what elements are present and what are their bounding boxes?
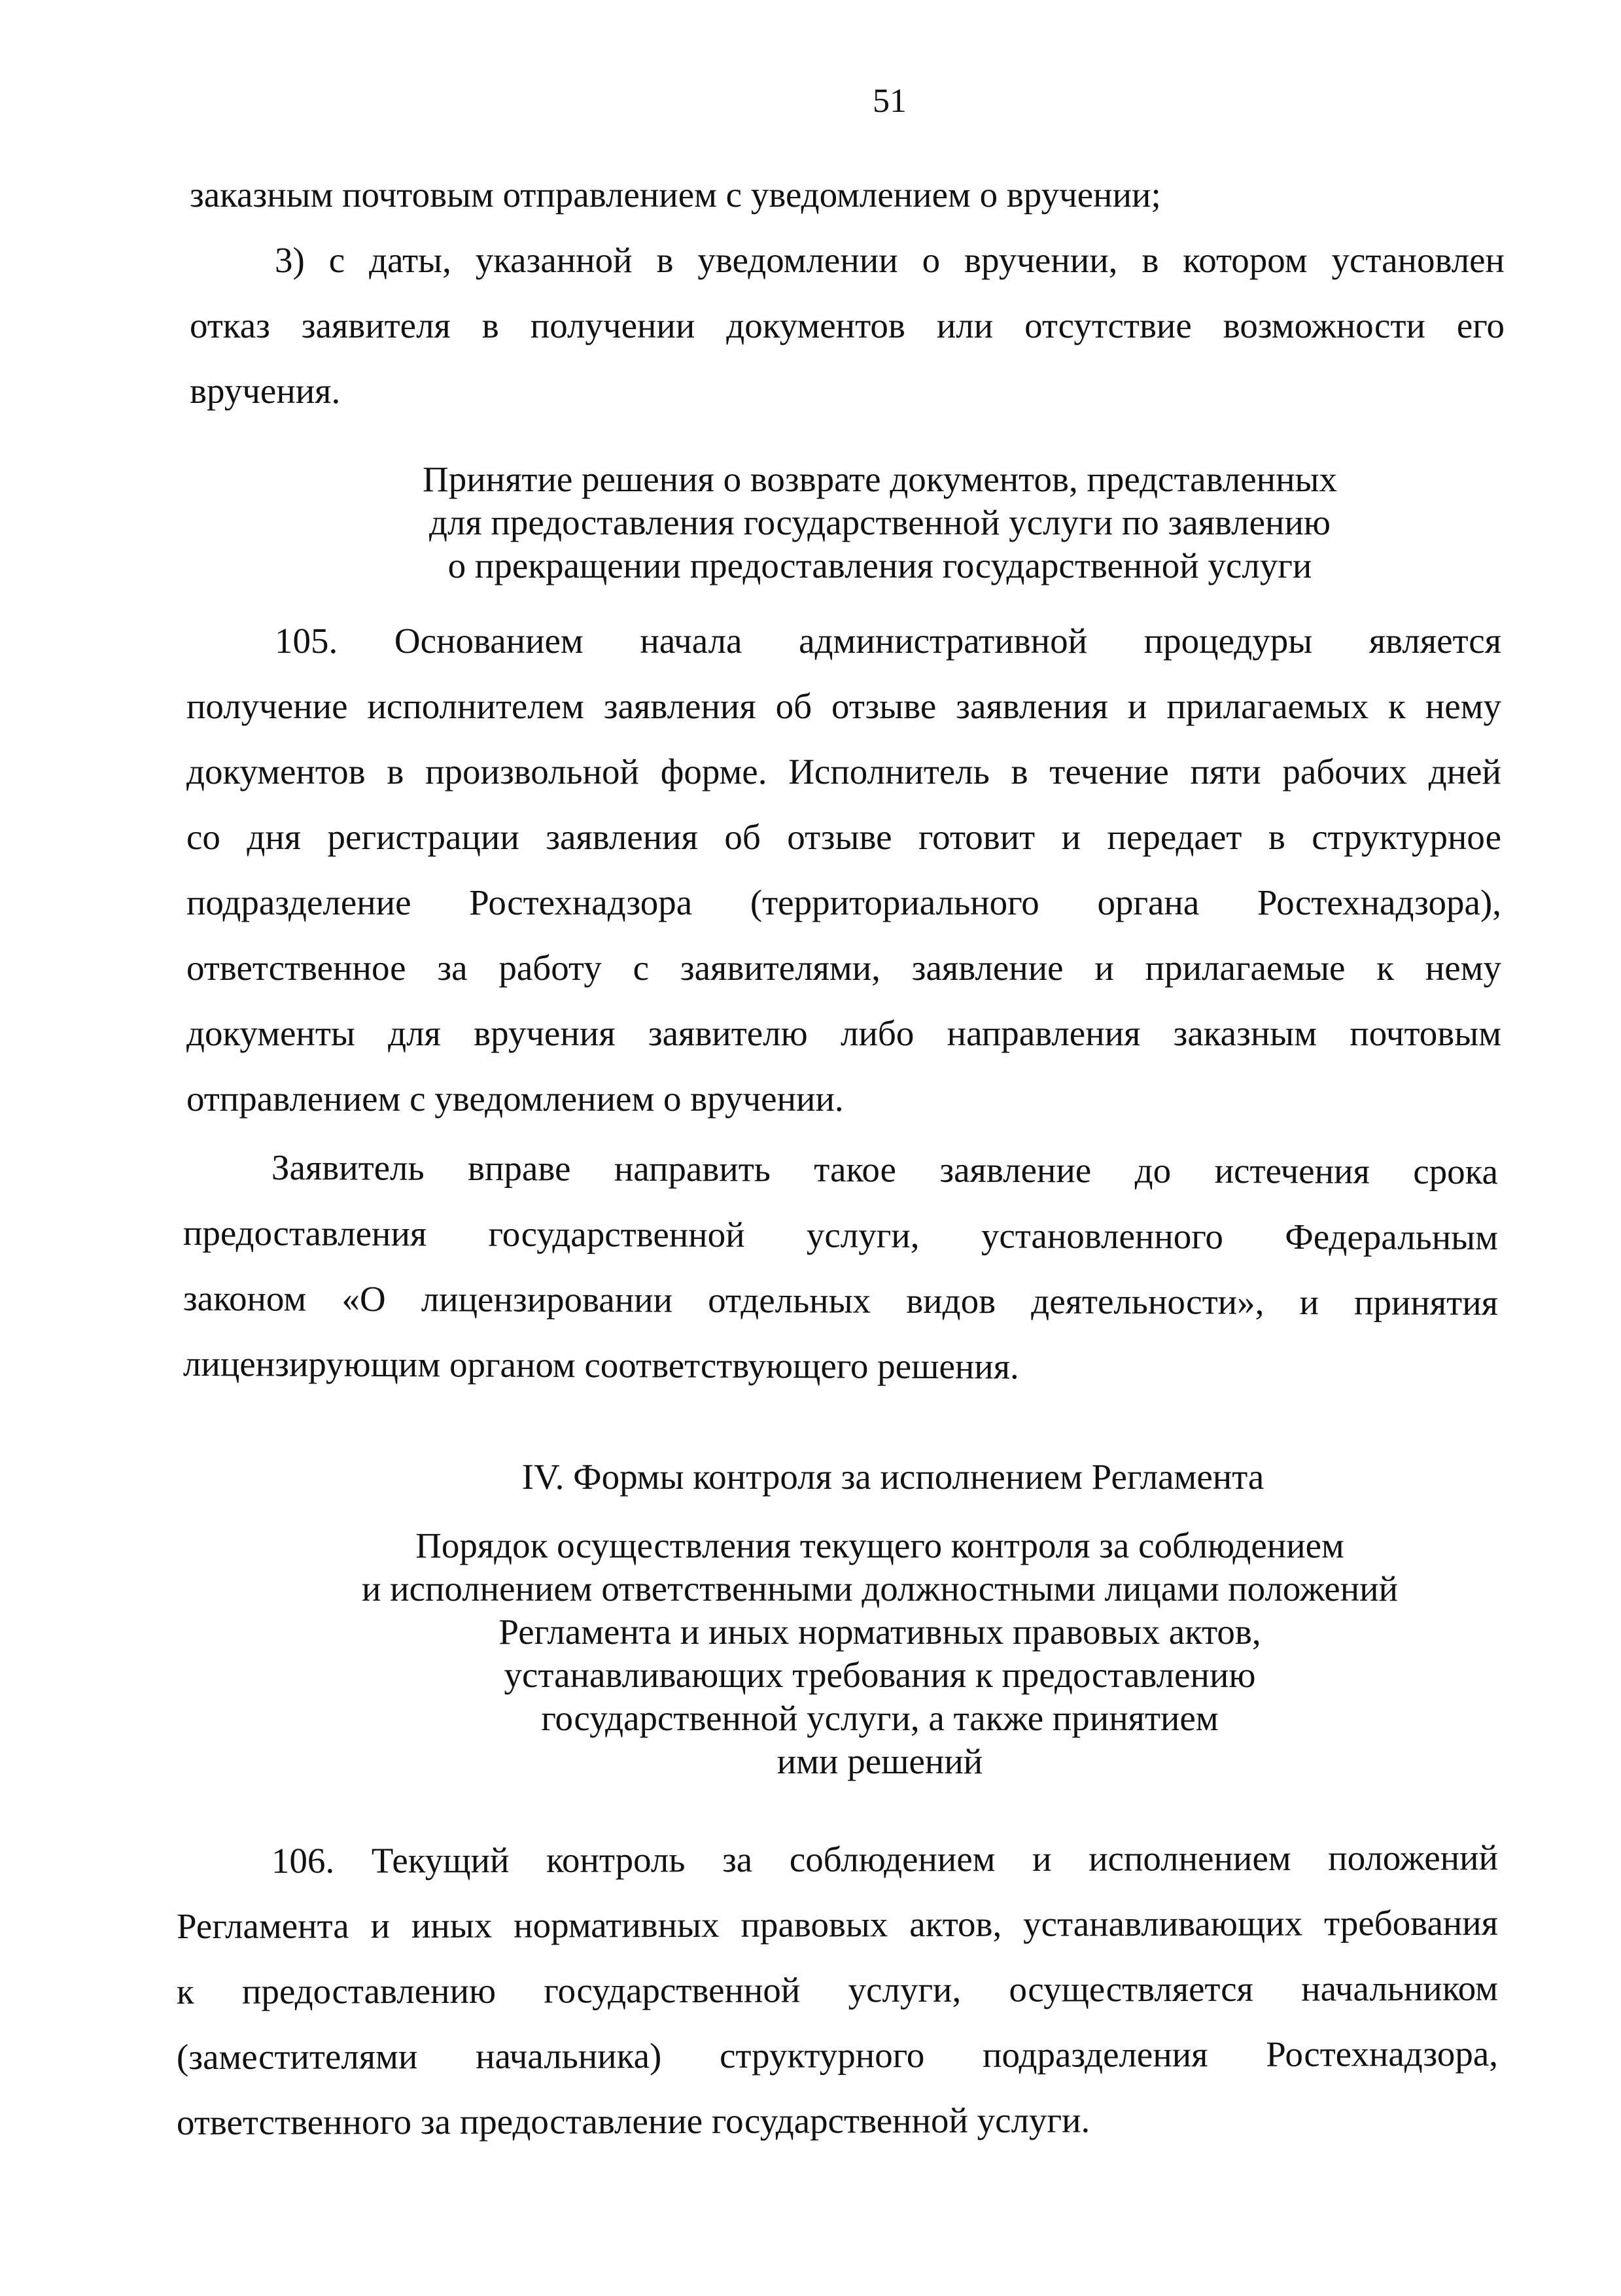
section-heading-line: для предоставления государственной услуги по заявлению	[428, 502, 1331, 542]
paragraph-105-line: ответственное за работу с заявителями, заявление и прилагаемые к нему	[186, 948, 1501, 988]
subsection-heading-line: и исполнением ответственными должностными лицами положений	[361, 1569, 1399, 1609]
text-line: 3) с даты, указанной в уведомлении о вручении, в котором установлен	[275, 240, 1505, 280]
paragraph-106-line: (заместителями начальника) структурного подразделения Ростехнадзора,	[176, 2033, 1499, 2077]
paragraph-106-line: ответственного за предоставление государственной услуги.	[176, 2100, 1090, 2142]
subsection-heading-line: ими решений	[776, 1741, 983, 1781]
paragraph-105-line: документы для вручения заявителю либо направления заказным почтовым	[186, 1013, 1501, 1053]
page-number: 51	[873, 82, 907, 120]
text-line: отказ заявителя в получении документов или отсутствие возможности его	[190, 305, 1505, 345]
section-iv-title: IV. Формы контроля за исполнением Регламента	[521, 1457, 1264, 1497]
text-line: вручения.	[190, 371, 341, 411]
applicant-paragraph-line: законом «О лицензировании отдельных видов деятельности», и принятия	[183, 1278, 1499, 1323]
paragraph-105-line: 105. Основанием начала административной процедуры является	[275, 621, 1501, 661]
applicant-paragraph-line: лицензирующим органом соответствующего решения.	[183, 1344, 1019, 1387]
paragraph-106-line: к предоставлению государственной услуги, осуществляется начальником	[176, 1968, 1499, 2011]
paragraph-105-line: получение исполнителем заявления об отзыве заявления и прилагаемых к нему	[186, 686, 1501, 726]
paragraph-105-line: со дня регистрации заявления об отзыве готовит и передает в структурное	[186, 817, 1501, 857]
applicant-paragraph-line: Заявитель вправе направить такое заявление до истечения срока	[271, 1147, 1499, 1192]
subsection-heading-line: Порядок осуществления текущего контроля за соблюдением	[415, 1525, 1344, 1565]
applicant-paragraph-line: предоставления государственной услуги, установленного Федеральным	[183, 1213, 1499, 1258]
subsection-heading-line: устанавливающих требования к предоставлению	[504, 1655, 1256, 1695]
paragraph-105-line: документов в произвольной форме. Исполнитель в течение пяти рабочих дней	[186, 752, 1501, 791]
subsection-heading-line: государственной услуги, а также принятием	[541, 1698, 1219, 1738]
subsection-heading-line: Регламента и иных нормативных правовых актов,	[498, 1612, 1261, 1652]
section-heading-line: Принятие решения о возврате документов, представленных	[422, 459, 1337, 499]
paragraph-106-line: Регламента и иных нормативных правовых актов, устанавливающих требования	[176, 1902, 1499, 1946]
paragraph-105-line: подразделение Ростехнадзора (территориального органа Ростехнадзора),	[186, 882, 1501, 922]
section-heading-line: о прекращении предоставления государственной услуги	[447, 546, 1312, 585]
paragraph-106-line: 106. Текущий контроль за соблюдением и исполнением положений	[271, 1837, 1499, 1881]
text-line: заказным почтовым отправлением с уведомлением о вручении;	[190, 175, 1161, 215]
paragraph-105-line: отправлением с уведомлением о вручении.	[186, 1079, 844, 1119]
